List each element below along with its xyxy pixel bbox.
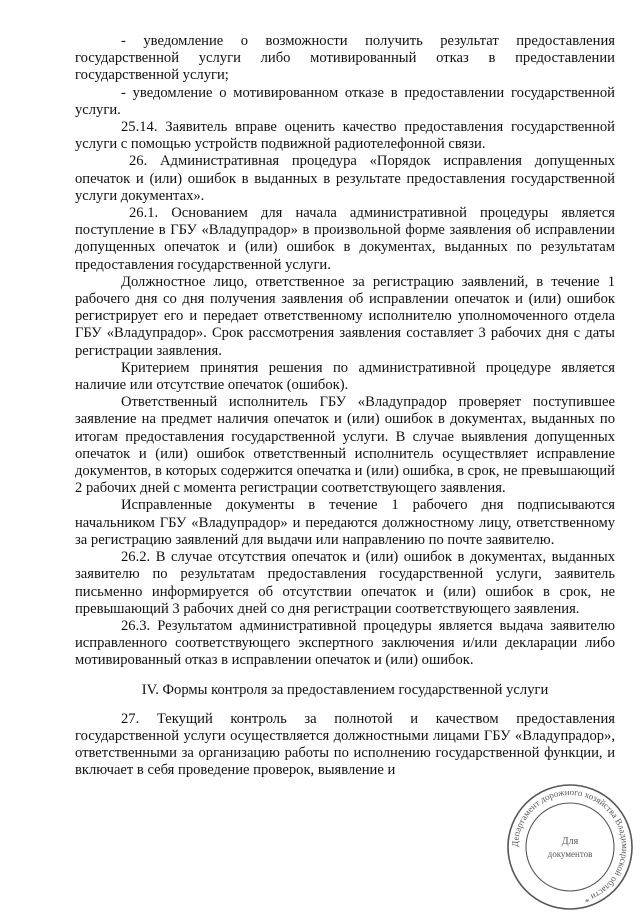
official-seal-stamp	[505, 782, 635, 912]
paragraph-notice-refusal: - уведомление о мотивированном отказе в предоставлении государственной услуги.	[75, 84, 615, 118]
paragraph-27: 27. Текущий контроль за полнотой и качеством предоставления государственной услуги осуществляется должностными лицами ГБУ «Владупрадор», ответственными за организацию работы по исполнению государственной функции, и включает в себя проведение проверок, выявление и	[75, 710, 615, 779]
paragraph-26: 26. Административная процедура «Порядок исправления допущенных опечаток и (или) ошибок в выданных в результате предоставления государственной услуги документах».	[75, 153, 615, 204]
paragraph-26-2: 26.2. В случае отсутствия опечаток и (или) ошибок в документах, выданных заявителю по результатам предоставления государственной услуги, заявитель письменно информируется об отсутствии опечаток и (или) ошибок в срок, не превышающий 3 рабочих дней со дня регистрации соответствующего заявления.	[75, 549, 615, 617]
section-heading: IV. Формы контроля за предоставлением государственной услуги	[141, 681, 549, 698]
paragraph-executor-check: Ответственный исполнитель ГБУ «Владупрадор проверяет поступившее заявление на предмет наличия опечаток и (или) ошибок в документах, выданных по итогам предоставления государственной услуги. В случае выявления допущенных опечаток и (или) ошибок ответственный исполнитель осуществляет исправление документов, в которых содержится опечатка и (или) ошибка, в срок, не превышающий 2 рабочих дней с момента регистрации соответствующего заявления.	[75, 394, 615, 497]
paragraph-corrected-documents: Исправленные документы в течение 1 рабочего дня подписываются начальником ГБУ «Владупрадор» и передаются должностному лицу, ответственному за регистрацию заявлений для выдачи или направлению по почте заявителю.	[75, 497, 615, 548]
document-body	[75, 33, 615, 780]
paragraph-26-3: 26.3. Результатом административной процедуры является выдача заявителю исправленного соответствующего экспертного заключения и/или декларации либо мотивированный отказ в исправлении опечаток и (или) ошибок.	[75, 617, 615, 669]
paragraph-official-registration: Должностное лицо, ответственное за регистрацию заявлений, в течение 1 рабочего дня со дня получения заявления об исправлении опечаток и (или) ошибок регистрирует его и передает ответственному исполнителю уполномоченного отдела ГБУ «Владупрадор». Срок рассмотрения заявления составляет 3 рабочих дня с даты регистрации заявления.	[75, 273, 615, 359]
svg-text:Департамент дорожного хозяйств: Департамент дорожного хозяйства Владимирской области *	[509, 786, 631, 905]
svg-text:Для: Для	[561, 836, 579, 847]
svg-text:документов: документов	[547, 849, 593, 859]
paragraph-25-14: 25.14. Заявитель вправе оценить качество предоставления государственной услуги с помощью устройств подвижной радиотелефонной связи.	[75, 119, 615, 153]
paragraph-26-1: 26.1. Основанием для начала административной процедуры является поступление в ГБУ «Владупрадор» в произвольной форме заявления об исправлении допущенных опечаток и (или) ошибок в документах, выданных по результатам предоставления государственной услуги.	[75, 205, 615, 273]
paragraph-decision-criterion: Критерием принятия решения по административной процедуре является наличие или отсутствие опечаток (ошибок).	[75, 359, 615, 394]
paragraph-notice-result: - уведомление о возможности получить результат предоставления государственной услуги либо мотивированный отказ в предоставлении государственной услуги;	[75, 33, 615, 84]
